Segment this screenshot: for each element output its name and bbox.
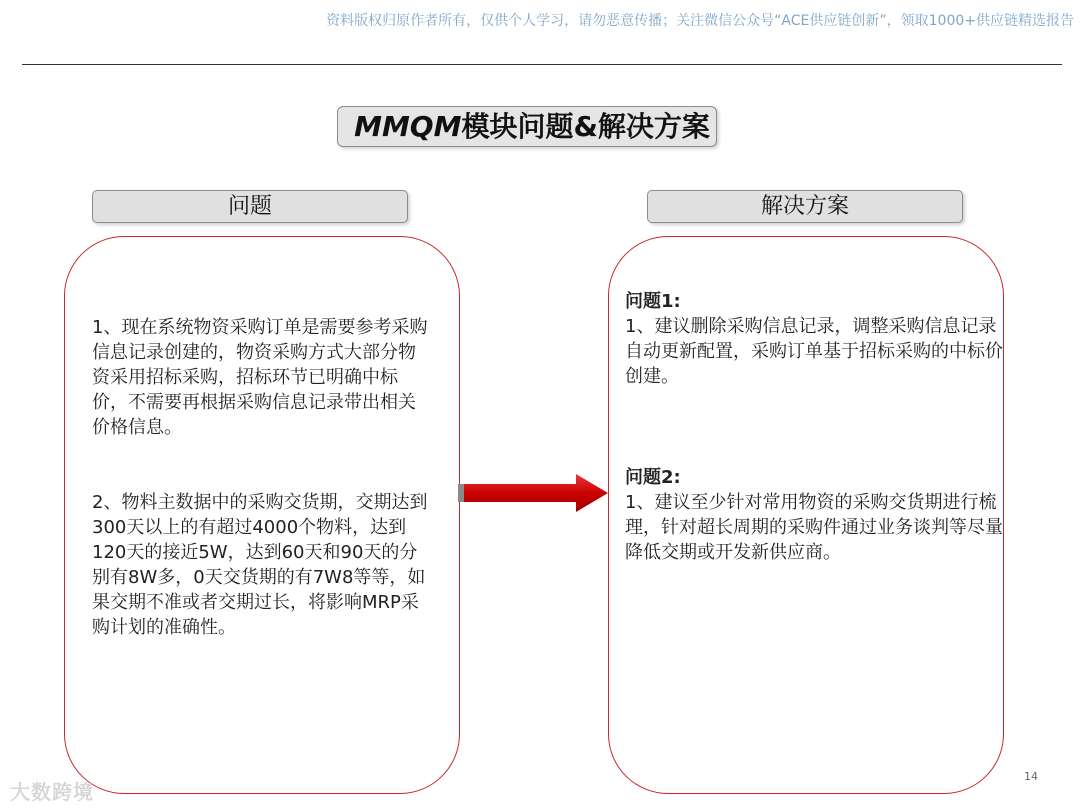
solution-1-text: 1、建议删除采购信息记录，调整采购信息记录自动更新配置，采购订单基于招标采购的中标价创建。	[625, 316, 1003, 387]
page-title-rest: 模块问题&解决方案	[461, 110, 710, 143]
solution-2	[625, 465, 1007, 565]
right-arrow-icon	[458, 472, 610, 516]
watermark: 大数跨境	[10, 780, 94, 804]
solution-1-heading: 问题1:	[625, 291, 681, 312]
solution-2-heading: 问题2:	[625, 467, 681, 488]
problem-1-text: 1、现在系统物资采购订单是需要参考采购信息记录创建的，物资采购方式大部分物资采用招标采购，招标环节已明确中标价，不需要再根据采购信息记录带出相关价格信息。	[92, 317, 428, 438]
solution-1	[625, 289, 1007, 389]
page-title-latin: MMQM	[354, 110, 462, 143]
solution-2-text: 1、建议至少针对常用物资的采购交货期进行梳理，针对超长周期的采购件通过业务谈判等尽量降低交期或开发新供应商。	[625, 492, 1003, 563]
page-title	[347, 108, 717, 146]
problem-tab: 问题	[92, 190, 408, 223]
copyright-note: 资料版权归原作者所有，仅供个人学习，请勿恶意传播；关注微信公众号“ACE供应链创新”，领取1000+供应链精选报告	[326, 13, 1074, 29]
header-divider	[22, 64, 1062, 65]
problem-2-text: 2、物料主数据中的采购交货期，交期达到300天以上的有超过4000个物料，达到120天的接近5W，达到60天和90天的分别有8W多，0天交货期的有7W8等等，如果交期不准或者交期过长，将影响MRP采购计划的准确性。	[92, 492, 428, 638]
page-number: 14	[1024, 770, 1038, 783]
solution-tab: 解决方案	[647, 190, 963, 223]
